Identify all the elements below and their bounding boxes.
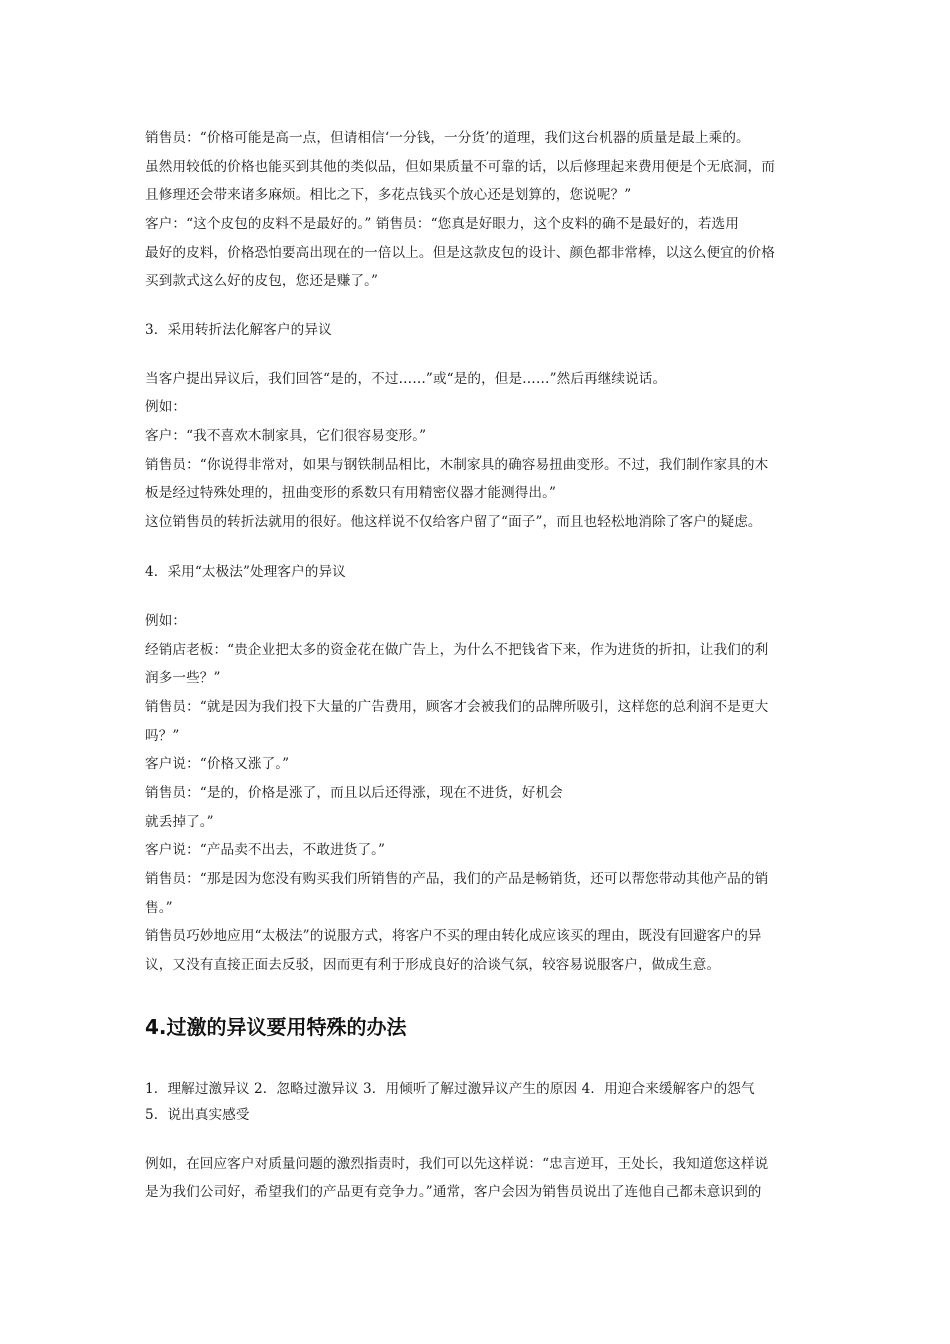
paragraph-line: 例如： xyxy=(145,613,187,629)
paragraph-line: 这位销售员的转折法就用的很好。他这样说不仅给客户留了“面子”，而且也轻松地消除了客户的疑虑。 xyxy=(145,514,762,530)
paragraph-line: 销售员巧妙地应用“太极法”的说服方式，将客户不买的理由转化成应该买的理由，既没有回避客户的异 xyxy=(145,928,762,944)
paragraph-line: 最好的皮料，价格恐怕要高出现在的一倍以上。但是这款皮包的设计、颜色都非常棒，以这么便宜的价格 xyxy=(145,245,775,261)
paragraph-line: 当客户提出异议后，我们回答“是的，不过……”或“是的，但是……”然后再继续说话。 xyxy=(145,371,667,387)
section-heading: 4.过激的异议要用特殊的办法 xyxy=(145,1015,407,1039)
paragraph-line: 经销店老板：“贵企业把太多的资金花在做广告上，为什么不把钱省下来，作为进货的折扣，让我们的利 xyxy=(145,642,769,658)
paragraph-line: 客户：“我不喜欢木制家具，它们很容易变形。” xyxy=(145,428,427,444)
list-line: 1．理解过激异议 2．忽略过激异议 3．用倾听了解过激异议产生的原因 4．用迎合来缓解客户的怨气 xyxy=(145,1081,755,1097)
paragraph-line: 销售员：“价格可能是高一点，但请相信‘一分钱，一分货’的道理，我们这台机器的质量是最上乘的。 xyxy=(145,130,750,146)
paragraph-line: 例如： xyxy=(145,399,187,415)
paragraph-line: 销售员：“就是因为我们投下大量的广告费用，顾客才会被我们的品牌所吸引，这样您的总利润不是更大 xyxy=(145,699,769,715)
paragraph-line: 销售员：“你说得非常对，如果与钢铁制品相比，木制家具的确容易扭曲变形。不过，我们制作家具的木 xyxy=(145,457,769,473)
paragraph-line: 虽然用较低的价格也能买到其他的类似品，但如果质量不可靠的话，以后修理起来费用便是个无底洞，而 xyxy=(145,159,775,175)
paragraph-line: 销售员：“是的，价格是涨了，而且以后还得涨，现在不进货，好机会 xyxy=(145,785,563,801)
paragraph-line: 润多一些？” xyxy=(145,670,221,686)
section-heading-3: 3．采用转折法化解客户的异议 xyxy=(145,322,332,338)
paragraph-line: 客户说：“产品卖不出去，不敢进货了。” xyxy=(145,842,386,858)
paragraph-line: 议，又没有直接正面去反驳，因而更有利于形成良好的洽谈气氛，较容易说服客户，做成生意。 xyxy=(145,957,721,973)
section-heading-4: 4．采用“太极法”处理客户的异议 xyxy=(145,564,346,580)
paragraph-line: 例如，在回应客户对质量问题的激烈指责时，我们可以先这样说：“忠言逆耳，王处长，我知道您这样说 xyxy=(145,1156,769,1172)
paragraph-line: 买到款式这么好的皮包，您还是赚了。” xyxy=(145,273,379,289)
paragraph-line: 板是经过特殊处理的，扭曲变形的系数只有用精密仪器才能测得出。” xyxy=(145,485,557,501)
paragraph-line: 吗？” xyxy=(145,728,180,744)
paragraph-line: 售。” xyxy=(145,900,173,916)
paragraph-line: 销售员：“那是因为您没有购买我们所销售的产品，我们的产品是畅销货，还可以帮您带动其他产品的销 xyxy=(145,871,769,887)
list-line: 5．说出真实感受 xyxy=(145,1107,250,1123)
paragraph-line: 是为我们公司好，希望我们的产品更有竞争力。”通常，客户会因为销售员说出了连他自己都未意识到的 xyxy=(145,1184,762,1200)
paragraph-line: 就丢掉了。” xyxy=(145,814,214,830)
paragraph-line: 且修理还会带来诸多麻烦。相比之下，多花点钱买个放心还是划算的，您说呢？” xyxy=(145,187,632,203)
paragraph-line: 客户：“这个皮包的皮料不是最好的。” 销售员：“您真是好眼力，这个皮料的确不是最好的，若选用 xyxy=(145,216,739,232)
paragraph-line: 客户说：“价格又涨了。” xyxy=(145,756,290,772)
